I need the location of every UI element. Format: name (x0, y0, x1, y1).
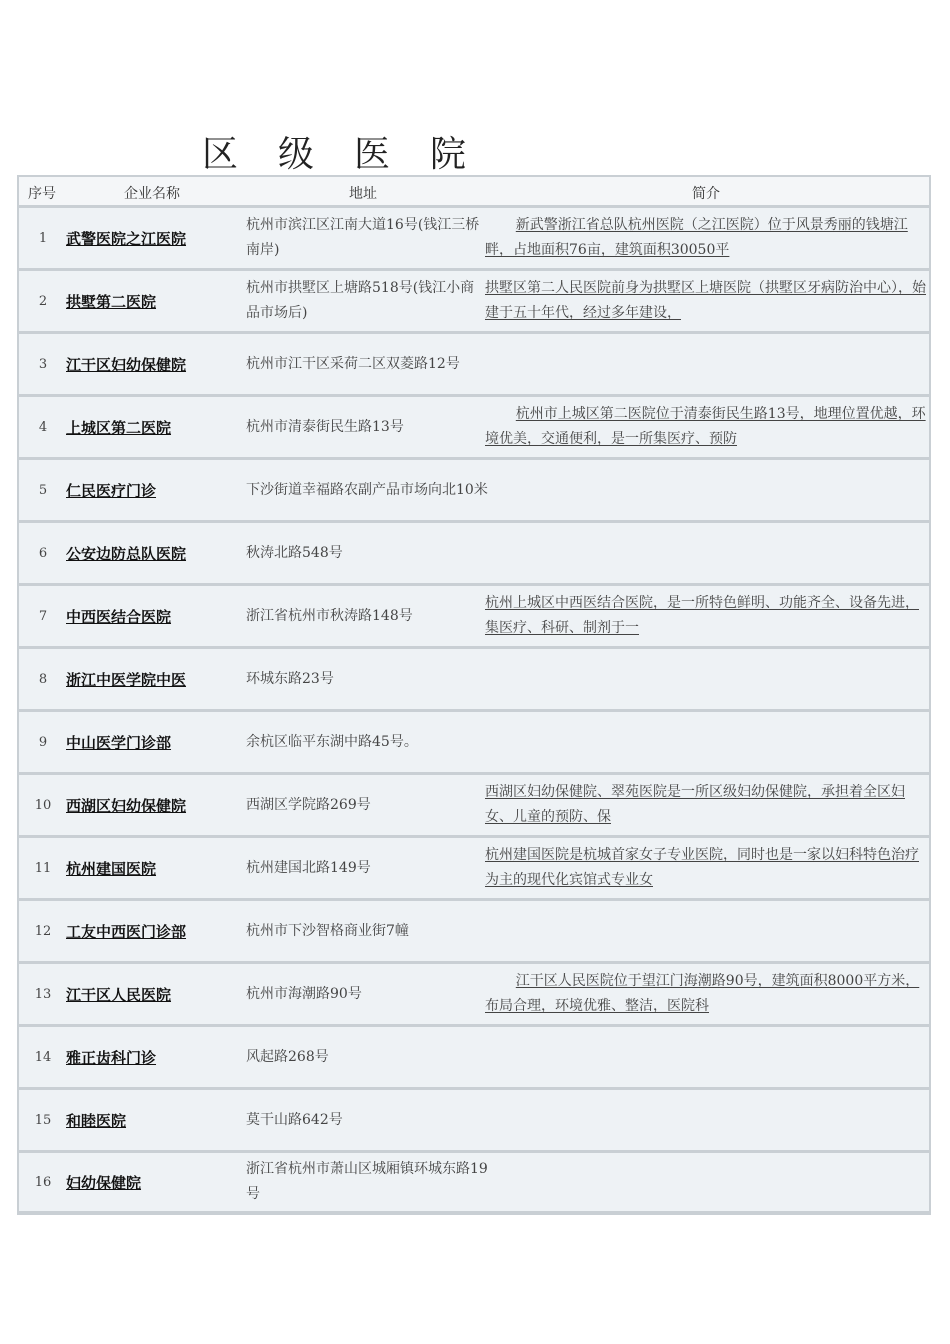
hospital-name-link[interactable]: 中山医学门诊部 (66, 733, 172, 752)
table-row (19, 334, 929, 397)
row-index: 10 (34, 797, 52, 813)
hospital-name-link[interactable]: 武警医院之江医院 (66, 229, 187, 248)
row-index: 11 (34, 860, 52, 876)
table-row (19, 712, 929, 775)
row-index: 16 (34, 1174, 52, 1190)
table-row (19, 649, 929, 712)
header-intro: 简介 (692, 186, 720, 202)
header-address: 地址 (349, 186, 377, 202)
row-index: 1 (38, 230, 48, 246)
table-row (19, 208, 929, 271)
hospital-name-link[interactable]: 仁民医疗门诊 (66, 481, 157, 500)
page-title: 区级医院 (202, 134, 507, 175)
table-row (19, 397, 929, 460)
hospital-intro-link[interactable]: 杭州市上城区第二医院位于清泰街民生路13号，地理位置优越，环境优美，交通便利，是一所集医疗、预防 (485, 406, 926, 447)
row-index: 12 (34, 923, 52, 939)
hospital-name-link[interactable]: 中西医结合医院 (66, 607, 172, 626)
hospital-name-link[interactable]: 江干区人民医院 (66, 985, 172, 1004)
hospital-name-link[interactable]: 和睦医院 (66, 1111, 127, 1130)
hospital-intro-link[interactable]: 西湖区妇幼保健院、翠苑医院是一所区级妇幼保健院，承担着全区妇女、儿童的预防、保 (485, 784, 905, 825)
hospital-name-link[interactable]: 浙江中医学院中医 (66, 670, 187, 689)
hospital-name-link[interactable]: 上城区第二医院 (66, 418, 172, 437)
hospital-address: 风起路268号 (246, 1048, 329, 1065)
hospital-intro-link[interactable]: 拱墅区第二人民医院前身为拱墅区上塘医院（拱墅区牙病防治中心），始建于五十年代，经过多年建设， (485, 280, 926, 321)
hospital-address: 环城东路23号 (246, 670, 334, 687)
hospital-name-link[interactable]: 西湖区妇幼保健院 (66, 796, 187, 815)
hospital-address: 莫干山路642号 (246, 1111, 343, 1128)
row-index: 7 (38, 608, 48, 624)
table-row (19, 1027, 929, 1090)
row-index: 9 (38, 734, 48, 750)
hospital-name-link[interactable]: 杭州建国医院 (66, 859, 157, 878)
hospital-address: 浙江省杭州市萧山区城厢镇环城东路19号 (246, 1161, 488, 1202)
hospital-intro-link[interactable]: 杭州建国医院是杭城首家女子专业医院，同时也是一家以妇科特色治疗为主的现代化宾馆式专业女 (485, 847, 919, 888)
table-row (19, 523, 929, 586)
table-row (19, 775, 929, 838)
table-row (19, 460, 929, 523)
header-name: 企业名称 (124, 186, 180, 202)
hospital-intro-link[interactable]: 江干区人民医院位于望江门海潮路90号，建筑面积8000平方米，布局合理，环境优雅、整洁，医院科 (485, 973, 920, 1014)
row-index: 13 (34, 986, 52, 1002)
hospital-intro-link[interactable]: 新武警浙江省总队杭州医院（之江医院）位于风景秀丽的钱塘江畔，占地面积76亩，建筑面积30050平 (485, 217, 908, 258)
hospital-address: 杭州市海潮路90号 (246, 985, 362, 1002)
hospital-name-link[interactable]: 雅正齿科门诊 (66, 1048, 157, 1067)
hospital-address: 西湖区学院路269号 (246, 796, 371, 813)
hospital-address: 杭州市下沙智格商业街7幢 (246, 922, 409, 939)
hospital-name-link[interactable]: 公安边防总队医院 (66, 544, 187, 563)
table-row (19, 1153, 929, 1213)
row-index: 2 (38, 293, 48, 309)
table-body (19, 208, 929, 1213)
hospital-intro-link[interactable]: 杭州上城区中西医结合医院，是一所特色鲜明、功能齐全、设备先进，集医疗、科研、制剂于一 (485, 595, 919, 636)
hospital-address: 秋涛北路548号 (246, 544, 343, 561)
hospital-address: 杭州建国北路149号 (246, 859, 371, 876)
row-index: 8 (38, 671, 48, 687)
hospital-address: 杭州市拱墅区上塘路518号(钱江小商品市场后) (246, 280, 475, 321)
hospital-name-link[interactable]: 江干区妇幼保健院 (66, 355, 187, 374)
table-row (19, 901, 929, 964)
hospital-address: 余杭区临平东湖中路45号。 (246, 733, 418, 750)
row-index: 6 (38, 545, 48, 561)
hospital-name-link[interactable]: 拱墅第二医院 (66, 292, 157, 311)
hospital-address: 杭州市江干区采荷二区双菱路12号 (246, 355, 460, 372)
hospital-address: 下沙街道幸福路农副产品市场向北10米 (246, 481, 488, 498)
row-index: 3 (38, 356, 48, 372)
hospital-name-link[interactable]: 妇幼保健院 (66, 1173, 142, 1192)
hospital-table (17, 175, 931, 1215)
row-index: 5 (38, 482, 48, 498)
table-header (19, 177, 929, 208)
header-index: 序号 (28, 186, 56, 202)
table-row (19, 586, 929, 649)
table-row (19, 964, 929, 1027)
table-row (19, 271, 929, 334)
hospital-address: 杭州市滨江区江南大道16号(钱江三桥南岸) (246, 217, 480, 258)
hospital-address: 杭州市清泰街民生路13号 (246, 418, 404, 435)
table-row (19, 838, 929, 901)
row-index: 15 (34, 1112, 52, 1128)
hospital-name-link[interactable]: 工友中西医门诊部 (66, 922, 187, 941)
hospital-address: 浙江省杭州市秋涛路148号 (246, 607, 413, 624)
row-index: 4 (38, 419, 48, 435)
table-row (19, 1090, 929, 1153)
row-index: 14 (34, 1049, 52, 1065)
